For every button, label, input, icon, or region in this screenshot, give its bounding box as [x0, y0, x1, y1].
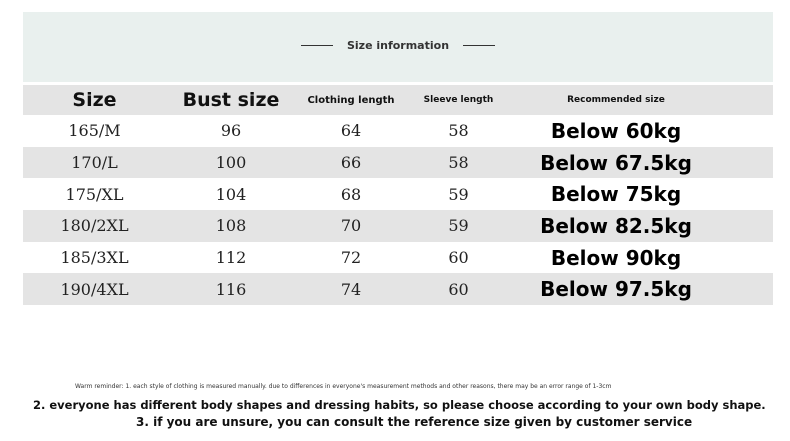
- cell-sleeve-length: 58: [448, 121, 469, 141]
- cell-size: 190/4XL: [60, 279, 129, 299]
- table-row: [23, 147, 773, 179]
- body-shape-note: 2. everyone has different body shapes and dressing habits, so please choose according to your own body shape.: [33, 398, 766, 412]
- cell-recommended: Below 67.5kg: [540, 150, 692, 175]
- decor-line-right: [463, 45, 495, 46]
- cell-sleeve-length: 59: [448, 184, 469, 204]
- header-clothing-length: Clothing length: [307, 94, 395, 106]
- header-recommended-size: Recommended size: [567, 95, 665, 105]
- header-bust-size: Bust size: [182, 89, 280, 111]
- cell-sleeve-length: 60: [448, 279, 469, 299]
- cell-clothing-length: 70: [340, 216, 362, 236]
- cell-recommended: Below 90kg: [550, 245, 682, 270]
- table-header-row: [23, 85, 773, 115]
- cell-clothing-length: 64: [340, 121, 362, 141]
- cell-clothing-length: 74: [340, 279, 362, 299]
- cell-sleeve-length: 60: [448, 248, 469, 268]
- cell-bust: 108: [215, 216, 247, 236]
- size-info-banner: [23, 12, 773, 82]
- cell-sleeve-length: 59: [448, 216, 469, 236]
- banner-title: Size information: [346, 39, 450, 52]
- table-row: [23, 242, 773, 274]
- cell-clothing-length: 72: [340, 248, 362, 268]
- warm-reminder-note: Warm reminder: 1. each style of clothing is measured manually. due to differences in everyone's measurement methods and other reasons, there may be an error range of 1-3cm: [75, 383, 612, 390]
- cell-size: 185/3XL: [60, 248, 129, 268]
- cell-clothing-length: 66: [340, 153, 362, 173]
- table-row: [23, 210, 773, 242]
- cell-size: 165/M: [68, 121, 121, 141]
- cell-recommended: Below 60kg: [550, 118, 682, 143]
- table-row: [23, 273, 773, 305]
- table-row: [23, 178, 773, 210]
- cell-bust: 100: [215, 153, 247, 173]
- cell-recommended: Below 97.5kg: [540, 277, 692, 302]
- table-row: [23, 115, 773, 147]
- cell-size: 170/L: [71, 153, 118, 173]
- cell-size: 175/XL: [65, 184, 124, 204]
- cell-bust: 116: [215, 279, 247, 299]
- banner-title-wrap: [23, 39, 773, 52]
- cell-size: 180/2XL: [60, 216, 129, 236]
- cell-recommended: Below 75kg: [550, 182, 682, 207]
- cell-bust: 112: [215, 248, 247, 268]
- cell-recommended: Below 82.5kg: [540, 213, 692, 238]
- header-size: Size: [72, 89, 117, 111]
- size-table: [23, 85, 773, 305]
- header-sleeve-length: Sleeve length: [423, 95, 494, 105]
- decor-line-left: [301, 45, 333, 46]
- cell-bust: 96: [220, 121, 242, 141]
- cell-bust: 104: [215, 184, 247, 204]
- cell-sleeve-length: 58: [448, 153, 469, 173]
- customer-service-note: 3. if you are unsure, you can consult the reference size given by customer service: [136, 415, 693, 429]
- cell-clothing-length: 68: [340, 184, 362, 204]
